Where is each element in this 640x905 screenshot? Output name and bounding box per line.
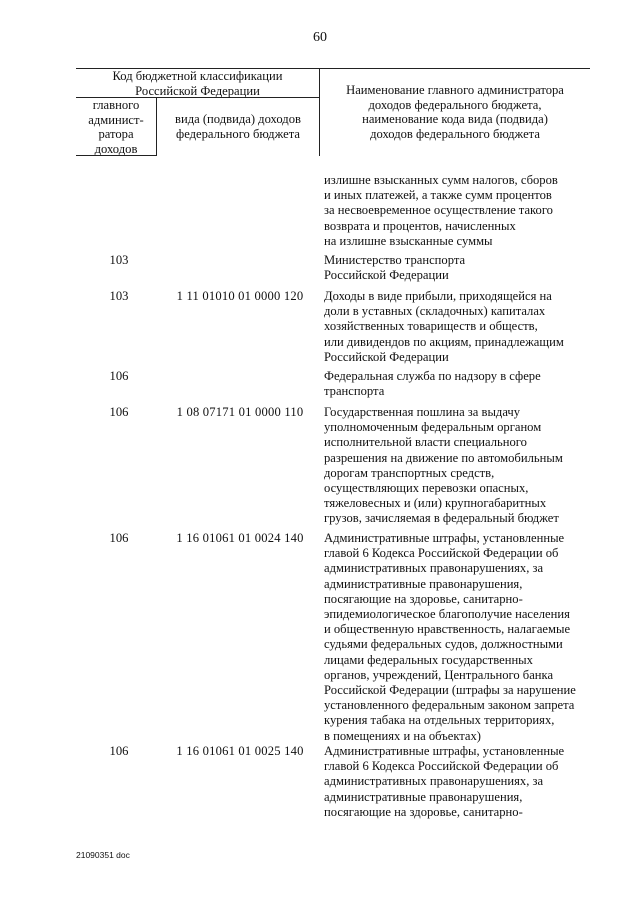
revenue-name: Административные штрафы, установленные главой 6 Кодекса Российской Федерации об административных правонарушениях, за административные правонарушения, посягающие на здоровье, санитарно- эпидемиологическое благополучие населения и общественную нравственность, налагаемые судьями федеральных судов, должностными лицами федеральных государственных органов, учреждений, Центрального банка Российской Федерации (штрафы за нарушение установленного федеральным законом запрета курения табака на отдельных территориях, в помещениях и на объектах) — [324, 531, 576, 743]
revenue-name: Доходы в виде прибыли, приходящейся на доли в уставных (складочных) капиталах хозяйственных товариществ и обществ, или дивидендов по акциям, принадлежащим Российской Федерации — [324, 289, 564, 364]
revenue-code: 1 16 01061 01 0025 140 — [176, 744, 304, 758]
revenue-name: Федеральная служба по надзору в сфере транспорта — [324, 369, 541, 399]
revenue-name: излишне взысканных сумм налогов, сборов и иных платежей, а также сумм процентов за несвоевременное осуществление такого возврата и процентов, начисленных на излишне взысканные суммы — [324, 173, 558, 248]
admin-code: 106 — [109, 744, 129, 758]
revenue-code: 1 11 01010 01 0000 120 — [176, 289, 304, 303]
revenue-name: Государственная пошлина за выдачу уполномоченным федеральным органом исполнительной власти специального разрешения на движение по автомобильным дорогам транспортных средств, осуществляющих перевозки опасных, тяжеловесных и (или) крупногабаритных грузов, зачисляемая в федеральный бюджет — [324, 405, 563, 526]
admin-code: 103 — [109, 289, 129, 303]
revenue-code: 1 08 07171 01 0000 110 — [176, 405, 304, 419]
admin-code: 106 — [109, 369, 129, 383]
header-col-code: вида (подвида) доходов федерального бюджета — [175, 112, 301, 141]
header-col-admin: главного админист- ратора доходов — [88, 98, 144, 156]
revenue-name: Министерство транспорта Российской Федерации — [324, 253, 466, 283]
admin-code: 103 — [109, 253, 129, 267]
revenue-name: Административные штрафы, установленные главой 6 Кодекса Российской Федерации об административных правонарушениях, за административные правонарушения, посягающие на здоровье, санитарно- — [324, 744, 565, 819]
table-header — [76, 68, 590, 156]
header-group-title: Код бюджетной классификации Российской Федерации — [112, 69, 283, 98]
document-footer: 21090351 doc — [76, 850, 130, 860]
revenue-code: 1 16 01061 01 0024 140 — [176, 531, 304, 545]
page-number: 60 — [313, 30, 327, 45]
header-col-name: Наименование главного администратора доходов федерального бюджета, наименование кода вида (подвида) доходов федерального бюджета — [346, 83, 564, 141]
admin-code: 106 — [109, 405, 129, 419]
admin-code: 106 — [109, 531, 129, 545]
